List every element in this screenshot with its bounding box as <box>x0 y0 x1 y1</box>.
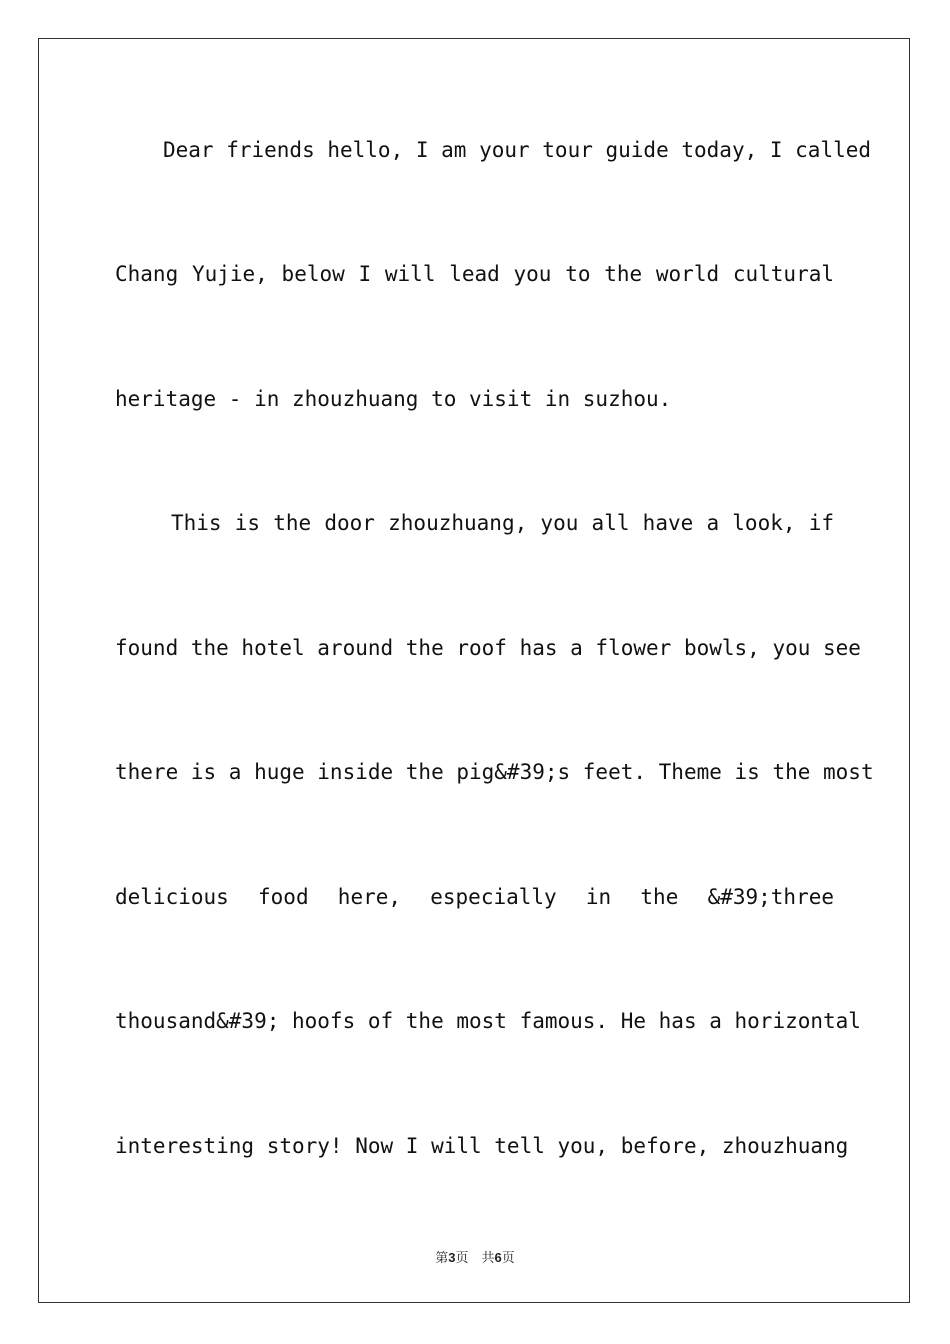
page-footer <box>0 1247 950 1266</box>
footer-page-total: 6 <box>494 1250 502 1265</box>
paragraph-2-line-3: there is a huge inside the pig&#39;s feet. Theme is the most <box>115 760 874 784</box>
paragraph-1-line-3: heritage - in zhouzhuang to visit in suzhou. <box>115 387 672 411</box>
footer-page-suffix: 页 <box>501 1251 515 1266</box>
paragraph-2-line-1: This is the door zhouzhuang, you all have a look, if <box>171 511 834 535</box>
footer-page-current: 3 <box>448 1250 456 1265</box>
paragraph-2-line-5: thousand&#39; hoofs of the most famous. He has a horizontal <box>115 1009 861 1033</box>
paragraph-2-line-6: interesting story! Now I will tell you, before, zhouzhuang <box>115 1134 849 1158</box>
page-frame <box>38 38 910 1303</box>
footer-page-prefix: 第 <box>435 1251 449 1266</box>
paragraph-2-line-2: found the hotel around the roof has a flower bowls, you see <box>115 636 861 660</box>
footer-page-mid: 页 共 <box>455 1251 495 1266</box>
paragraph-1-line-2: Chang Yujie, below I will lead you to the world cultural <box>115 262 834 286</box>
paragraph-2-line-4: delicious food here, especially in the &#39;three <box>115 885 834 909</box>
paragraph-1-line-1: Dear friends hello, I am your tour guide today, I called <box>163 138 872 162</box>
